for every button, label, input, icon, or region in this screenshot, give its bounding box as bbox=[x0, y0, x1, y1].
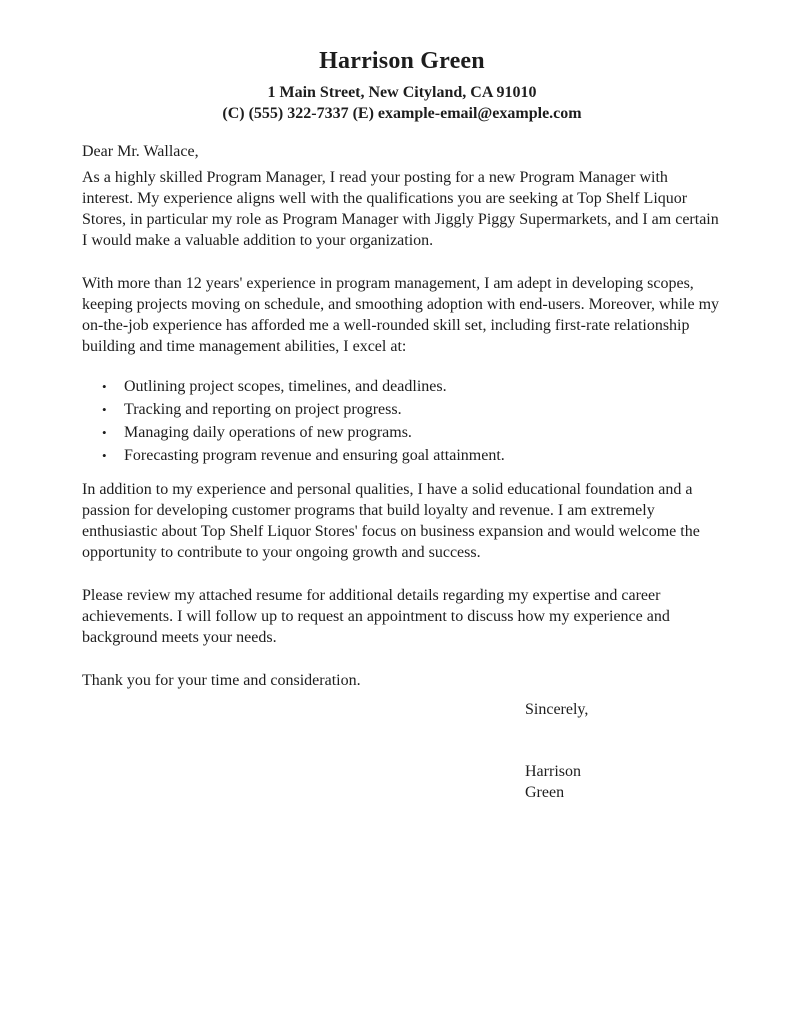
list-item bbox=[102, 444, 722, 467]
list-item bbox=[102, 398, 722, 421]
paragraph-thanks: Thank you for your time and consideration. bbox=[82, 672, 361, 689]
bullet-text: Outlining project scopes, timelines, and deadlines. bbox=[124, 378, 447, 395]
signature-last-name: Green bbox=[525, 784, 565, 801]
paragraph-intro: As a highly skilled Program Manager, I read your posting for a new Program Manager with interest. My experience aligns well with the qualifications you are seeking at Top Shelf Liquor Stores, in particular my role as Program Manager with Jiggly Piggy Supermarkets, and I am certain I would make a valuable addition to your organization. bbox=[82, 169, 719, 249]
salutation: Dear Mr. Wallace, bbox=[82, 143, 199, 160]
skill-list bbox=[82, 375, 722, 467]
bullet-icon: • bbox=[102, 402, 107, 417]
bullet-icon: • bbox=[102, 448, 107, 463]
signature bbox=[525, 761, 722, 803]
signature-first-name: Harrison bbox=[525, 763, 581, 780]
closing-block bbox=[525, 699, 722, 803]
bullet-icon: • bbox=[102, 425, 107, 440]
sender-name: Harrison Green bbox=[319, 48, 485, 74]
sender-contact: (C) (555) 322-7337 (E) example-email@example.com bbox=[222, 105, 582, 122]
bullet-icon: • bbox=[102, 379, 107, 394]
paragraph-education: In addition to my experience and personal qualities, I have a solid educational foundation and a passion for developing customer programs that build loyalty and revenue. I am extremely enthusiastic about Top Shelf Liquor Stores' focus on business expansion and would welcome the opportunity to contribute to your ongoing growth and success. bbox=[82, 481, 700, 561]
sender-address: 1 Main Street, New Cityland, CA 91010 bbox=[267, 84, 537, 101]
paragraph-resume: Please review my attached resume for additional details regarding my expertise and career achievements. I will follow up to request an appointment to discuss how my experience and background meets your needs. bbox=[82, 587, 670, 646]
paragraph-experience: With more than 12 years' experience in program management, I am adept in developing scopes, keeping projects moving on schedule, and smoothing adoption with end-users. Moreover, while my on-the-job experience has afforded me a well-rounded skill set, including first-rate relationship building and time management abilities, I excel at: bbox=[82, 275, 720, 355]
list-item bbox=[102, 421, 722, 444]
bullet-text: Forecasting program revenue and ensuring goal attainment. bbox=[124, 447, 505, 464]
list-item bbox=[102, 375, 722, 398]
bullet-text: Tracking and reporting on project progress. bbox=[124, 401, 402, 418]
valediction: Sincerely, bbox=[525, 701, 589, 718]
letter-header bbox=[82, 46, 722, 124]
bullet-text: Managing daily operations of new programs. bbox=[124, 424, 412, 441]
